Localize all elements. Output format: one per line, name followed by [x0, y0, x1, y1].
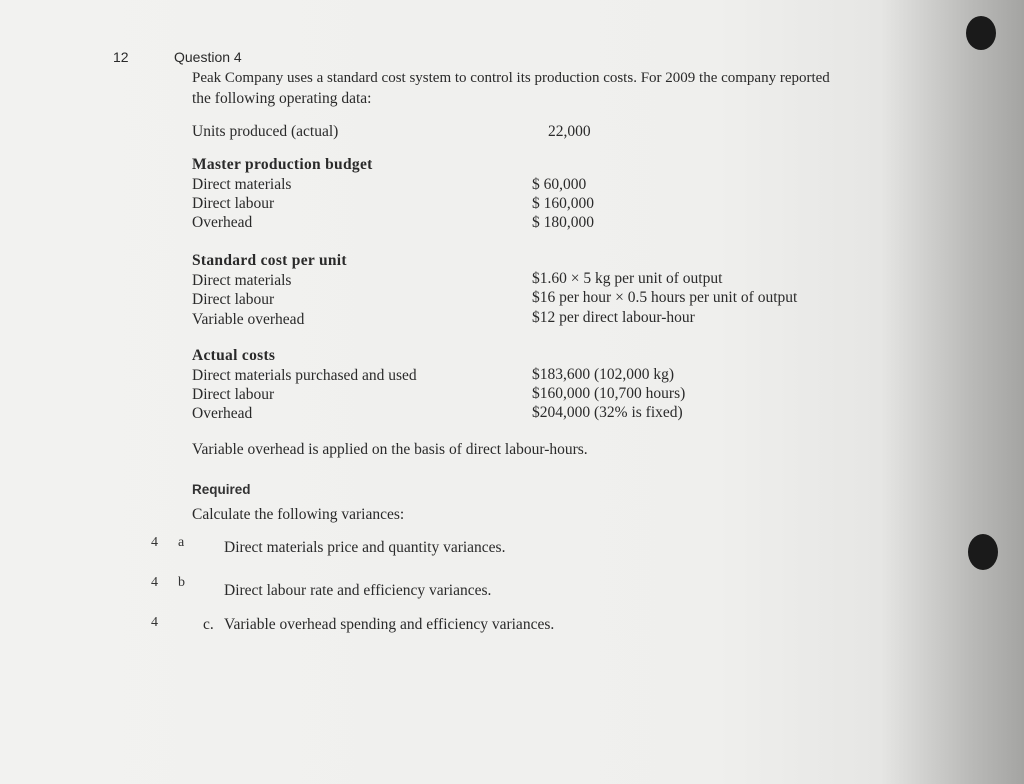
binder-hole-bottom: [968, 534, 998, 570]
item-letter: a: [178, 535, 185, 550]
actual-costs-label: Direct labour: [192, 386, 275, 403]
actual-costs-label: Overhead: [192, 405, 253, 422]
intro-line-1: Peak Company uses a standard cost system to control its production costs. For 2009 the company reported: [192, 70, 830, 86]
master-budget-value: $ 160,000: [532, 195, 594, 212]
item-marks: 4: [151, 615, 158, 630]
standard-cost-label: Direct labour: [192, 291, 275, 308]
actual-costs-value: $204,000 (32% is fixed): [532, 404, 683, 421]
actual-costs-heading: Actual costs: [192, 347, 276, 364]
item-letter: b: [178, 575, 185, 590]
standard-cost-value: $12 per direct labour-hour: [532, 309, 695, 326]
master-budget-heading: Master production budget: [192, 156, 373, 173]
required-intro: Calculate the following variances:: [192, 506, 405, 523]
actual-costs-value: $160,000 (10,700 hours): [532, 385, 686, 402]
item-letter: c.: [203, 616, 214, 633]
actual-costs-value: $183,600 (102,000 kg): [532, 366, 675, 383]
standard-cost-value: $1.60 × 5 kg per unit of output: [532, 270, 723, 287]
units-value: 22,000: [548, 123, 591, 140]
standard-cost-value: $16 per hour × 0.5 hours per unit of output: [532, 289, 798, 306]
question-title: Question 4: [174, 49, 242, 65]
master-budget-value: $ 180,000: [532, 214, 594, 231]
intro-line-2: the following operating data:: [192, 90, 372, 107]
standard-cost-label: Direct materials: [192, 272, 292, 289]
actual-costs-label: Direct materials purchased and used: [192, 367, 417, 384]
item-marks: 4: [151, 575, 158, 590]
page-number: 12: [113, 49, 129, 65]
binder-hole-top: [966, 16, 996, 50]
master-budget-label: Direct materials: [192, 176, 292, 193]
item-text: Direct materials price and quantity variances.: [224, 539, 506, 556]
master-budget-value: $ 60,000: [532, 176, 587, 193]
item-text: Variable overhead spending and efficiency variances.: [224, 616, 555, 633]
units-label: Units produced (actual): [192, 123, 339, 140]
master-budget-label: Direct labour: [192, 195, 275, 212]
item-marks: 4: [151, 535, 158, 550]
required-heading: Required: [192, 482, 251, 497]
master-budget-label: Overhead: [192, 214, 253, 231]
standard-cost-label: Variable overhead: [192, 311, 305, 328]
overhead-note: Variable overhead is applied on the basis of direct labour-hours.: [192, 441, 588, 458]
standard-cost-heading: Standard cost per unit: [192, 252, 347, 269]
item-text: Direct labour rate and efficiency variances.: [224, 582, 492, 599]
